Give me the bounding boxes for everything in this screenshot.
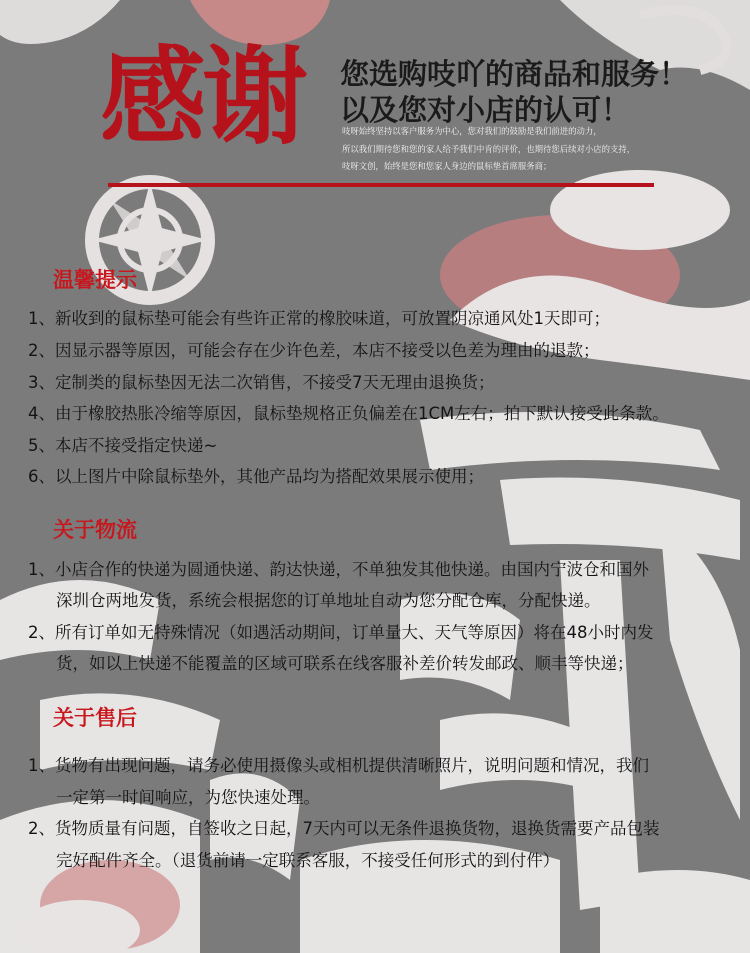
header-divider [108,183,654,187]
tips-item-2: 2、因显示器等原因，可能会存在少许色差，本店不接受以色差为理由的退款； [28,341,600,360]
logistics-item-2-cont: 货，如以上快递不能覆盖的区域可联系在线客服补差价转发邮政、顺丰等快递； [56,654,634,673]
intro-line-1: 吱呀始终坚持以客户服务为中心，您对我们的鼓励是我们前进的动力， [342,126,602,136]
tips-item-1: 1、新收到的鼠标垫可能会有些许正常的橡胶味道，可放置阴凉通风处1天即可； [28,309,610,328]
section-title-logistics: 关于物流 [53,518,137,542]
intro-line-3: 吱呀文创，始终是您和您家人身边的鼠标垫首席服务商； [342,161,552,171]
aftersales-item-1: 1、货物有出现问题，请务必使用摄像头或相机提供清晰照片，说明问题和情况，我们 [28,756,649,775]
aftersales-item-1-cont: 一定第一时间响应，为您快速处理。 [56,788,320,807]
logistics-item-1-cont: 深圳仓两地发货，系统会根据您的订单地址自动为您分配仓库，分配快递。 [56,591,601,610]
tips-item-5: 5、本店不接受指定快递~ [28,436,218,455]
tips-item-3: 3、定制类的鼠标垫因无法二次销售，不接受7天无理由退换货； [28,373,495,392]
headline-2: 以及您对小店的认可！ [340,93,631,127]
headline-1: 您选购吱吖的商品和服务！ [340,57,689,91]
thanks-title: 感谢 [100,36,304,159]
logistics-item-1: 1、小店合作的快递为圆通快递、韵达快递，不单独发其他快递。由国内宁波仓和国外 [28,560,649,579]
intro-line-2: 所以我们期待您和您的家人给予我们中肯的评价，也期待您后续对小店的支持， [342,144,636,154]
aftersales-item-2-cont: 完好配件齐全。（退货前请一定联系客服，不接受任何形式的到付件） [56,851,560,870]
section-title-aftersales: 关于售后 [53,706,137,730]
aftersales-item-2: 2、货物质量有问题，自签收之日起，7天内可以无条件退换货物，退换货需要产品包装 [28,819,660,838]
logistics-item-2: 2、所有订单如无特殊情况（如遇活动期间，订单量大、天气等原因）将在48小时内发 [28,623,654,642]
section-title-tips: 温馨提示 [53,268,137,292]
tips-item-6: 6、以上图片中除鼠标垫外，其他产品均为搭配效果展示使用； [28,467,484,486]
tips-item-4: 4、由于橡胶热胀冷缩等原因，鼠标垫规格正负偏差在1CM左右；拍下默认接受此条款。 [28,404,669,423]
